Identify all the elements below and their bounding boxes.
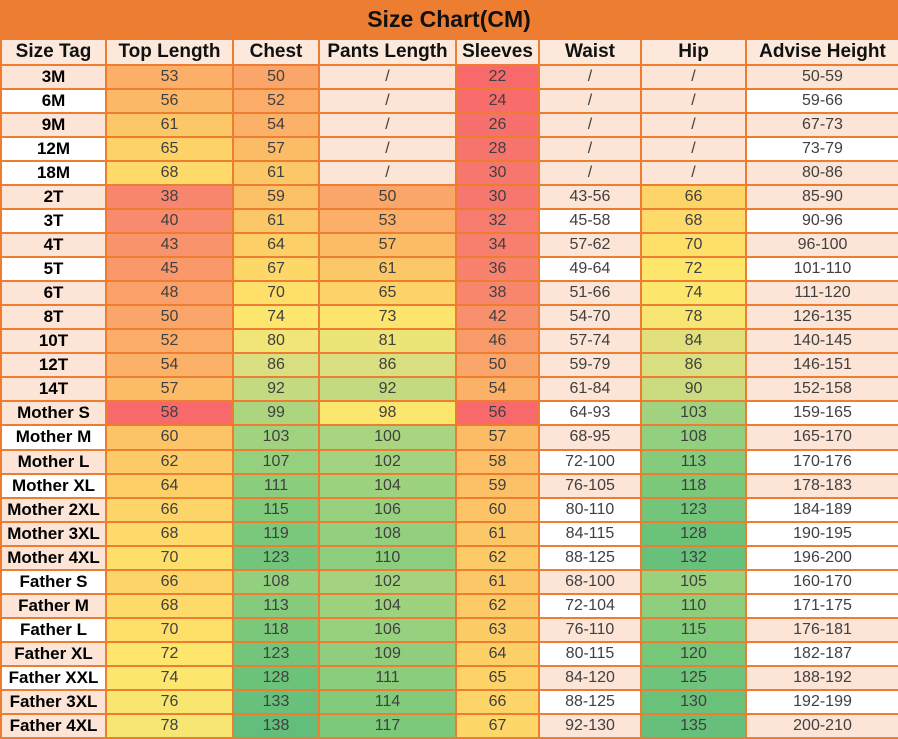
- sleeves-cell: 28: [456, 137, 539, 161]
- pants-length-cell: 81: [319, 329, 456, 353]
- chest-cell: 111: [233, 474, 319, 498]
- sleeves-cell: 24: [456, 89, 539, 113]
- table-row: [1, 618, 898, 642]
- hip-cell: 128: [641, 522, 746, 546]
- top-length-cell: 70: [106, 618, 233, 642]
- sleeves-cell: 46: [456, 329, 539, 353]
- chest-cell: 123: [233, 546, 319, 570]
- sleeves-cell: 32: [456, 209, 539, 233]
- advise-height-cell: 200-210: [746, 714, 898, 738]
- sleeves-cell: 60: [456, 498, 539, 522]
- table-row: [1, 185, 898, 209]
- chest-cell: 61: [233, 161, 319, 185]
- waist-cell: 68-95: [539, 425, 641, 449]
- sleeves-cell: 63: [456, 618, 539, 642]
- sleeves-cell: 59: [456, 474, 539, 498]
- chest-cell: 107: [233, 450, 319, 474]
- table-row: [1, 690, 898, 714]
- advise-height-cell: 196-200: [746, 546, 898, 570]
- size-tag-cell: Father S: [1, 570, 106, 594]
- advise-height-cell: 170-176: [746, 450, 898, 474]
- sleeves-cell: 58: [456, 450, 539, 474]
- table-row: [1, 425, 898, 449]
- waist-cell: 84-115: [539, 522, 641, 546]
- hip-cell: 130: [641, 690, 746, 714]
- waist-cell: 54-70: [539, 305, 641, 329]
- column-header-advise-height: Advise Height: [746, 39, 898, 65]
- size-tag-cell: Father 3XL: [1, 690, 106, 714]
- top-length-cell: 68: [106, 594, 233, 618]
- advise-height-cell: 101-110: [746, 257, 898, 281]
- hip-cell: 132: [641, 546, 746, 570]
- top-length-cell: 72: [106, 642, 233, 666]
- top-length-cell: 50: [106, 305, 233, 329]
- table-row: [1, 137, 898, 161]
- chest-cell: 86: [233, 353, 319, 377]
- sleeves-cell: 26: [456, 113, 539, 137]
- table-row: [1, 257, 898, 281]
- waist-cell: 45-58: [539, 209, 641, 233]
- top-length-cell: 66: [106, 498, 233, 522]
- advise-height-cell: 178-183: [746, 474, 898, 498]
- hip-cell: 118: [641, 474, 746, 498]
- sleeves-cell: 30: [456, 185, 539, 209]
- pants-length-cell: 100: [319, 425, 456, 449]
- table-row: [1, 329, 898, 353]
- hip-cell: /: [641, 89, 746, 113]
- sleeves-cell: 34: [456, 233, 539, 257]
- chest-cell: 115: [233, 498, 319, 522]
- sleeves-cell: 61: [456, 570, 539, 594]
- chest-cell: 108: [233, 570, 319, 594]
- hip-cell: 123: [641, 498, 746, 522]
- sleeves-cell: 67: [456, 714, 539, 738]
- pants-length-cell: 102: [319, 570, 456, 594]
- advise-height-cell: 152-158: [746, 377, 898, 401]
- hip-cell: 135: [641, 714, 746, 738]
- sleeves-cell: 56: [456, 401, 539, 425]
- size-tag-cell: Mother L: [1, 450, 106, 474]
- advise-height-cell: 96-100: [746, 233, 898, 257]
- table-row: [1, 281, 898, 305]
- size-tag-cell: Father 4XL: [1, 714, 106, 738]
- size-tag-cell: 18M: [1, 161, 106, 185]
- top-length-cell: 68: [106, 522, 233, 546]
- top-length-cell: 66: [106, 570, 233, 594]
- chest-cell: 118: [233, 618, 319, 642]
- table-row: [1, 474, 898, 498]
- table-row: [1, 113, 898, 137]
- column-header-size-tag: Size Tag: [1, 39, 106, 65]
- pants-length-cell: 104: [319, 474, 456, 498]
- chest-cell: 57: [233, 137, 319, 161]
- top-length-cell: 53: [106, 65, 233, 89]
- size-tag-cell: 9M: [1, 113, 106, 137]
- column-header-sleeves: Sleeves: [456, 39, 539, 65]
- chest-cell: 80: [233, 329, 319, 353]
- hip-cell: 120: [641, 642, 746, 666]
- sleeves-cell: 64: [456, 642, 539, 666]
- hip-cell: 74: [641, 281, 746, 305]
- sleeves-cell: 36: [456, 257, 539, 281]
- top-length-cell: 65: [106, 137, 233, 161]
- chest-cell: 50: [233, 65, 319, 89]
- waist-cell: /: [539, 161, 641, 185]
- hip-cell: 110: [641, 594, 746, 618]
- sleeves-cell: 61: [456, 522, 539, 546]
- table-row: [1, 594, 898, 618]
- pants-length-cell: 98: [319, 401, 456, 425]
- size-tag-cell: Father M: [1, 594, 106, 618]
- hip-cell: 78: [641, 305, 746, 329]
- table-row: [1, 353, 898, 377]
- hip-cell: 84: [641, 329, 746, 353]
- pants-length-cell: 111: [319, 666, 456, 690]
- waist-cell: /: [539, 137, 641, 161]
- chest-cell: 99: [233, 401, 319, 425]
- top-length-cell: 68: [106, 161, 233, 185]
- top-length-cell: 61: [106, 113, 233, 137]
- chest-cell: 67: [233, 257, 319, 281]
- pants-length-cell: 108: [319, 522, 456, 546]
- sleeves-cell: 38: [456, 281, 539, 305]
- advise-height-cell: 50-59: [746, 65, 898, 89]
- size-tag-cell: Mother 2XL: [1, 498, 106, 522]
- size-tag-cell: 5T: [1, 257, 106, 281]
- advise-height-cell: 176-181: [746, 618, 898, 642]
- waist-cell: 76-110: [539, 618, 641, 642]
- sleeves-cell: 62: [456, 546, 539, 570]
- top-length-cell: 40: [106, 209, 233, 233]
- hip-cell: /: [641, 113, 746, 137]
- hip-cell: 86: [641, 353, 746, 377]
- pants-length-cell: 117: [319, 714, 456, 738]
- hip-cell: 108: [641, 425, 746, 449]
- hip-cell: 70: [641, 233, 746, 257]
- size-tag-cell: Father XXL: [1, 666, 106, 690]
- size-tag-cell: Mother 4XL: [1, 546, 106, 570]
- advise-height-cell: 59-66: [746, 89, 898, 113]
- size-tag-cell: 3T: [1, 209, 106, 233]
- hip-cell: /: [641, 161, 746, 185]
- sleeves-cell: 50: [456, 353, 539, 377]
- top-length-cell: 48: [106, 281, 233, 305]
- chest-cell: 92: [233, 377, 319, 401]
- pants-length-cell: /: [319, 89, 456, 113]
- sleeves-cell: 54: [456, 377, 539, 401]
- chest-cell: 61: [233, 209, 319, 233]
- chest-cell: 52: [233, 89, 319, 113]
- size-chart-table: [0, 38, 898, 739]
- table-row: [1, 89, 898, 113]
- table-row: [1, 65, 898, 89]
- advise-height-cell: 146-151: [746, 353, 898, 377]
- waist-cell: 57-74: [539, 329, 641, 353]
- advise-height-cell: 126-135: [746, 305, 898, 329]
- waist-cell: 80-110: [539, 498, 641, 522]
- chest-cell: 70: [233, 281, 319, 305]
- advise-height-cell: 67-73: [746, 113, 898, 137]
- waist-cell: 51-66: [539, 281, 641, 305]
- top-length-cell: 70: [106, 546, 233, 570]
- table-row: [1, 642, 898, 666]
- size-tag-cell: 10T: [1, 329, 106, 353]
- column-header-chest: Chest: [233, 39, 319, 65]
- sleeves-cell: 30: [456, 161, 539, 185]
- waist-cell: 76-105: [539, 474, 641, 498]
- pants-length-cell: 114: [319, 690, 456, 714]
- top-length-cell: 58: [106, 401, 233, 425]
- table-row: [1, 666, 898, 690]
- size-tag-cell: 4T: [1, 233, 106, 257]
- sleeves-cell: 62: [456, 594, 539, 618]
- hip-cell: /: [641, 137, 746, 161]
- size-tag-cell: 6T: [1, 281, 106, 305]
- size-tag-cell: 2T: [1, 185, 106, 209]
- column-header-waist: Waist: [539, 39, 641, 65]
- advise-height-cell: 80-86: [746, 161, 898, 185]
- waist-cell: /: [539, 65, 641, 89]
- waist-cell: 72-104: [539, 594, 641, 618]
- top-length-cell: 76: [106, 690, 233, 714]
- chest-cell: 138: [233, 714, 319, 738]
- waist-cell: 92-130: [539, 714, 641, 738]
- size-tag-cell: 12T: [1, 353, 106, 377]
- top-length-cell: 62: [106, 450, 233, 474]
- chest-cell: 74: [233, 305, 319, 329]
- hip-cell: 125: [641, 666, 746, 690]
- advise-height-cell: 184-189: [746, 498, 898, 522]
- sleeves-cell: 66: [456, 690, 539, 714]
- sleeves-cell: 42: [456, 305, 539, 329]
- sleeves-cell: 22: [456, 65, 539, 89]
- sleeves-cell: 65: [456, 666, 539, 690]
- top-length-cell: 52: [106, 329, 233, 353]
- chest-cell: 103: [233, 425, 319, 449]
- column-header-hip: Hip: [641, 39, 746, 65]
- top-length-cell: 38: [106, 185, 233, 209]
- chest-cell: 64: [233, 233, 319, 257]
- waist-cell: /: [539, 113, 641, 137]
- top-length-cell: 54: [106, 353, 233, 377]
- pants-length-cell: /: [319, 137, 456, 161]
- size-tag-cell: Father L: [1, 618, 106, 642]
- size-tag-cell: 8T: [1, 305, 106, 329]
- table-row: [1, 450, 898, 474]
- pants-length-cell: 102: [319, 450, 456, 474]
- size-tag-cell: 12M: [1, 137, 106, 161]
- hip-cell: 115: [641, 618, 746, 642]
- pants-length-cell: 109: [319, 642, 456, 666]
- top-length-cell: 60: [106, 425, 233, 449]
- pants-length-cell: 86: [319, 353, 456, 377]
- chest-cell: 128: [233, 666, 319, 690]
- advise-height-cell: 192-199: [746, 690, 898, 714]
- advise-height-cell: 171-175: [746, 594, 898, 618]
- pants-length-cell: 53: [319, 209, 456, 233]
- waist-cell: 88-125: [539, 690, 641, 714]
- advise-height-cell: 182-187: [746, 642, 898, 666]
- pants-length-cell: 110: [319, 546, 456, 570]
- table-row: [1, 570, 898, 594]
- advise-height-cell: 159-165: [746, 401, 898, 425]
- size-tag-cell: 6M: [1, 89, 106, 113]
- pants-length-cell: 65: [319, 281, 456, 305]
- hip-cell: 66: [641, 185, 746, 209]
- size-tag-cell: 3M: [1, 65, 106, 89]
- waist-cell: 64-93: [539, 401, 641, 425]
- header-row: [1, 39, 898, 65]
- top-length-cell: 45: [106, 257, 233, 281]
- advise-height-cell: 160-170: [746, 570, 898, 594]
- table-row: [1, 209, 898, 233]
- table-row: [1, 401, 898, 425]
- waist-cell: 84-120: [539, 666, 641, 690]
- chest-cell: 54: [233, 113, 319, 137]
- pants-length-cell: 57: [319, 233, 456, 257]
- table-row: [1, 546, 898, 570]
- pants-length-cell: 73: [319, 305, 456, 329]
- hip-cell: 72: [641, 257, 746, 281]
- size-tag-cell: Mother 3XL: [1, 522, 106, 546]
- size-tag-cell: Mother XL: [1, 474, 106, 498]
- waist-cell: 68-100: [539, 570, 641, 594]
- waist-cell: 43-56: [539, 185, 641, 209]
- pants-length-cell: /: [319, 161, 456, 185]
- column-header-pants-length: Pants Length: [319, 39, 456, 65]
- waist-cell: 72-100: [539, 450, 641, 474]
- table-row: [1, 714, 898, 738]
- hip-cell: /: [641, 65, 746, 89]
- column-header-top-length: Top Length: [106, 39, 233, 65]
- chest-cell: 133: [233, 690, 319, 714]
- pants-length-cell: 50: [319, 185, 456, 209]
- pants-length-cell: 106: [319, 498, 456, 522]
- hip-cell: 68: [641, 209, 746, 233]
- table-row: [1, 498, 898, 522]
- size-chart-body: [1, 65, 898, 738]
- pants-length-cell: 104: [319, 594, 456, 618]
- size-tag-cell: Mother M: [1, 425, 106, 449]
- waist-cell: 88-125: [539, 546, 641, 570]
- size-tag-cell: Mother S: [1, 401, 106, 425]
- top-length-cell: 64: [106, 474, 233, 498]
- table-row: [1, 233, 898, 257]
- chest-cell: 119: [233, 522, 319, 546]
- hip-cell: 103: [641, 401, 746, 425]
- advise-height-cell: 85-90: [746, 185, 898, 209]
- hip-cell: 105: [641, 570, 746, 594]
- top-length-cell: 78: [106, 714, 233, 738]
- top-length-cell: 43: [106, 233, 233, 257]
- waist-cell: 59-79: [539, 353, 641, 377]
- table-row: [1, 377, 898, 401]
- advise-height-cell: 111-120: [746, 281, 898, 305]
- top-length-cell: 57: [106, 377, 233, 401]
- waist-cell: 80-115: [539, 642, 641, 666]
- chest-cell: 123: [233, 642, 319, 666]
- waist-cell: 57-62: [539, 233, 641, 257]
- table-row: [1, 305, 898, 329]
- hip-cell: 90: [641, 377, 746, 401]
- waist-cell: /: [539, 89, 641, 113]
- advise-height-cell: 140-145: [746, 329, 898, 353]
- advise-height-cell: 90-96: [746, 209, 898, 233]
- pants-length-cell: 92: [319, 377, 456, 401]
- pants-length-cell: 106: [319, 618, 456, 642]
- top-length-cell: 74: [106, 666, 233, 690]
- size-tag-cell: Father XL: [1, 642, 106, 666]
- table-row: [1, 161, 898, 185]
- advise-height-cell: 73-79: [746, 137, 898, 161]
- size-tag-cell: 14T: [1, 377, 106, 401]
- top-length-cell: 56: [106, 89, 233, 113]
- chest-cell: 113: [233, 594, 319, 618]
- waist-cell: 49-64: [539, 257, 641, 281]
- table-row: [1, 522, 898, 546]
- waist-cell: 61-84: [539, 377, 641, 401]
- chart-title: Size Chart(CM): [0, 0, 898, 38]
- hip-cell: 113: [641, 450, 746, 474]
- advise-height-cell: 190-195: [746, 522, 898, 546]
- advise-height-cell: 165-170: [746, 425, 898, 449]
- advise-height-cell: 188-192: [746, 666, 898, 690]
- sleeves-cell: 57: [456, 425, 539, 449]
- pants-length-cell: 61: [319, 257, 456, 281]
- chest-cell: 59: [233, 185, 319, 209]
- pants-length-cell: /: [319, 65, 456, 89]
- pants-length-cell: /: [319, 113, 456, 137]
